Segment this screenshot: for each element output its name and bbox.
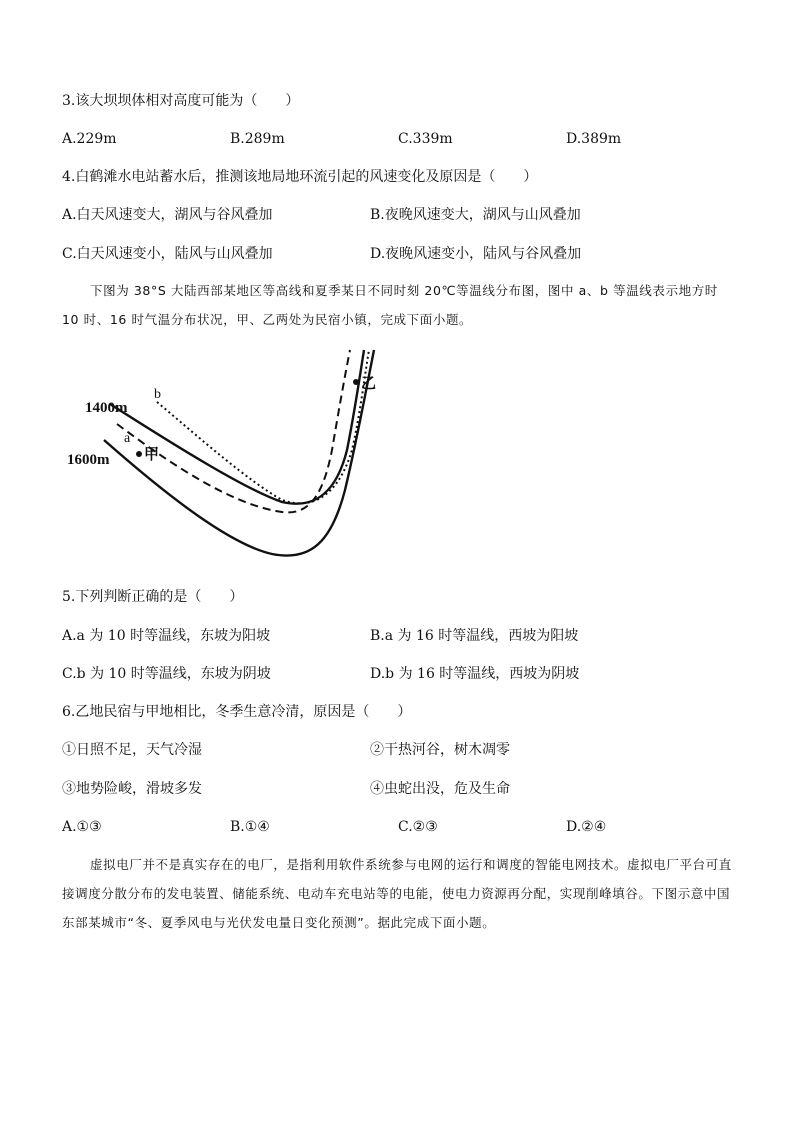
question-4-option-b: B.夜晚风速变大，湖风与山风叠加 — [370, 207, 581, 223]
point-jia — [136, 451, 142, 457]
label-a: a — [124, 431, 131, 446]
question-3-option-c: C.339m — [398, 131, 453, 147]
question-4-stem: 4.白鹤滩水电站蓄水后，推测该地局地环流引起的风速变化及原因是（ ） — [62, 169, 538, 185]
question-5-stem: 5.下列判断正确的是（ ） — [62, 589, 244, 605]
question-3-stem: 3.该大坝坝体相对高度可能为（ ） — [62, 93, 300, 109]
point-yi — [353, 379, 359, 385]
question-5-option-a: A.a 为 10 时等温线，东坡为阳坡 — [62, 628, 271, 644]
question-6-item-3: ③地势险峻，滑坡多发 — [62, 781, 202, 797]
intro-paragraph-1: 下图为 38°S 大陆西部某地区等高线和夏季某日不同时刻 20℃等温线分布图，图中 a、b 等温线表示地方时 10 时、16 时气温分布状况，甲、乙两处为民宿小镇，完成下面小题。 — [62, 283, 718, 327]
label-1400m: 1400m — [85, 400, 128, 416]
label-yi: 乙 — [361, 376, 377, 392]
isotherm-b — [157, 350, 369, 503]
question-3-option-b: B.289m — [230, 131, 285, 147]
contour-1400m — [110, 350, 364, 504]
intro-paragraph-2: 虚拟电厂并不是真实存在的电厂，是指利用软件系统参与电网的运行和调度的智能电网技术。虚拟电厂平台可直接调度分散分布的发电装置、储能系统、电动车充电站等的电能，使电力资源再分配，实现削峰填谷。下图示意中国东部某城市“冬、夏季风电与光伏发电量日变化预测”。据此完成下面小题。 — [62, 857, 732, 930]
question-5-option-c: C.b 为 10 时等温线，东坡为阴坡 — [62, 666, 271, 682]
question-3-option-d: D.389m — [566, 131, 622, 147]
question-6-option-c: C.②③ — [398, 819, 438, 835]
question-4-option-a: A.白天风速变大，湖风与谷风叠加 — [62, 207, 273, 223]
label-b: b — [154, 387, 161, 402]
question-3-option-a: A.229m — [62, 131, 117, 147]
question-6-option-b: B.①④ — [230, 819, 270, 835]
contour-isotherm-figure — [62, 340, 392, 580]
question-4-option-d: D.夜晚风速变小，陆风与谷风叠加 — [370, 246, 582, 262]
question-6-item-1: ①日照不足，天气冷湿 — [62, 742, 202, 758]
question-6-option-d: D.②④ — [566, 819, 607, 835]
question-6-item-4: ④虫蛇出没，危及生命 — [370, 781, 510, 797]
question-6-item-2: ②干热河谷，树木凋零 — [370, 742, 510, 758]
question-4-option-c: C.白天风速变小，陆风与山风叠加 — [62, 246, 273, 262]
label-jia: 甲 — [144, 447, 160, 463]
question-5-option-d: D.b 为 16 时等温线，西坡为阴坡 — [370, 666, 580, 682]
label-1600m: 1600m — [67, 452, 110, 468]
question-6-option-a: A.①③ — [62, 819, 102, 835]
question-6-stem: 6.乙地民宿与甲地相比，冬季生意冷清，原因是（ ） — [62, 704, 412, 720]
question-5-option-b: B.a 为 16 时等温线，西坡为阳坡 — [370, 628, 579, 644]
